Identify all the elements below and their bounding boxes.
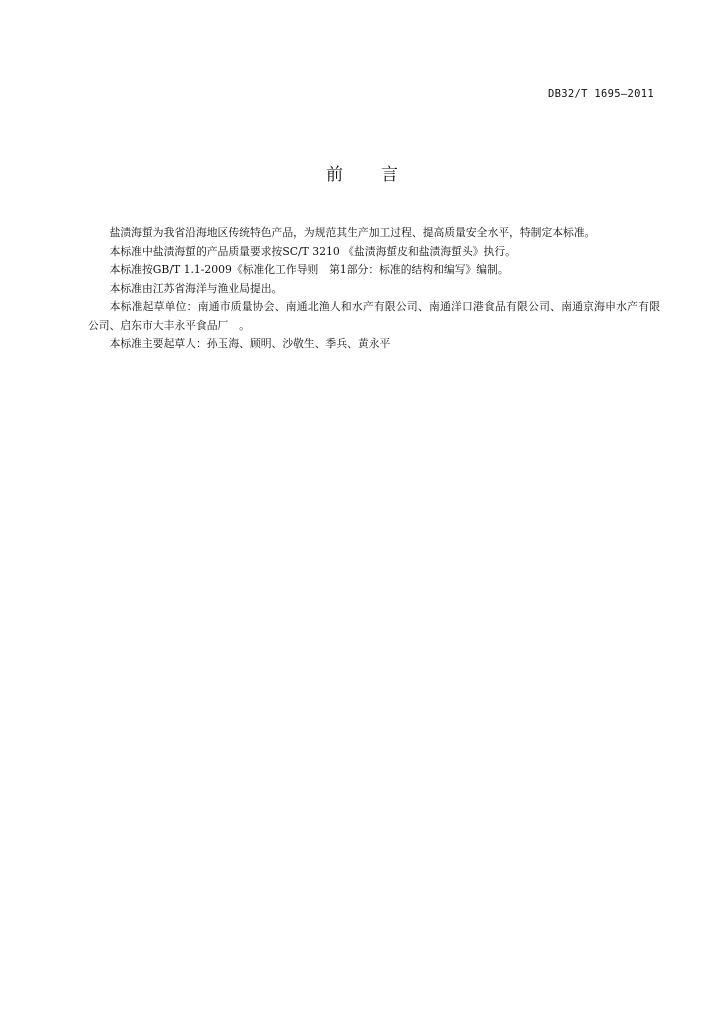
paragraph-drafting-units: 本标准起草单位：南通市质量协会、南通北渔人和水产有限公司、南通洋口港食品有限公司、南通京海申水产有限公司、启东市大丰永平食品厂 。	[88, 300, 660, 332]
paragraph-drafters: 本标准主要起草人：孙玉海、顾明、沙敬生、季兵、黄永平	[109, 337, 391, 350]
paragraph-quality-requirements: 本标准中盐渍海蜇的产品质量要求按SC/T 3210 《盐渍海蜇皮和盐渍海蜇头》执行。	[109, 244, 516, 258]
paragraph-drafting-rules: 本标准按GB/T 1.1-2009《标准化工作导则 第1部分：标准的结构和编写》编制。	[109, 263, 509, 276]
page-title: 前言	[326, 165, 436, 185]
paragraph-proposer: 本标准由江苏省海洋与渔业局提出。	[109, 281, 283, 295]
foreword-body	[88, 224, 660, 354]
document-code: DB32/T 1695—2011	[548, 88, 654, 100]
paragraph-purpose: 盐渍海蜇为我省沿海地区传统特色产品，为规范其生产加工过程、提高质量安全水平，特制定本标准。	[109, 226, 596, 239]
